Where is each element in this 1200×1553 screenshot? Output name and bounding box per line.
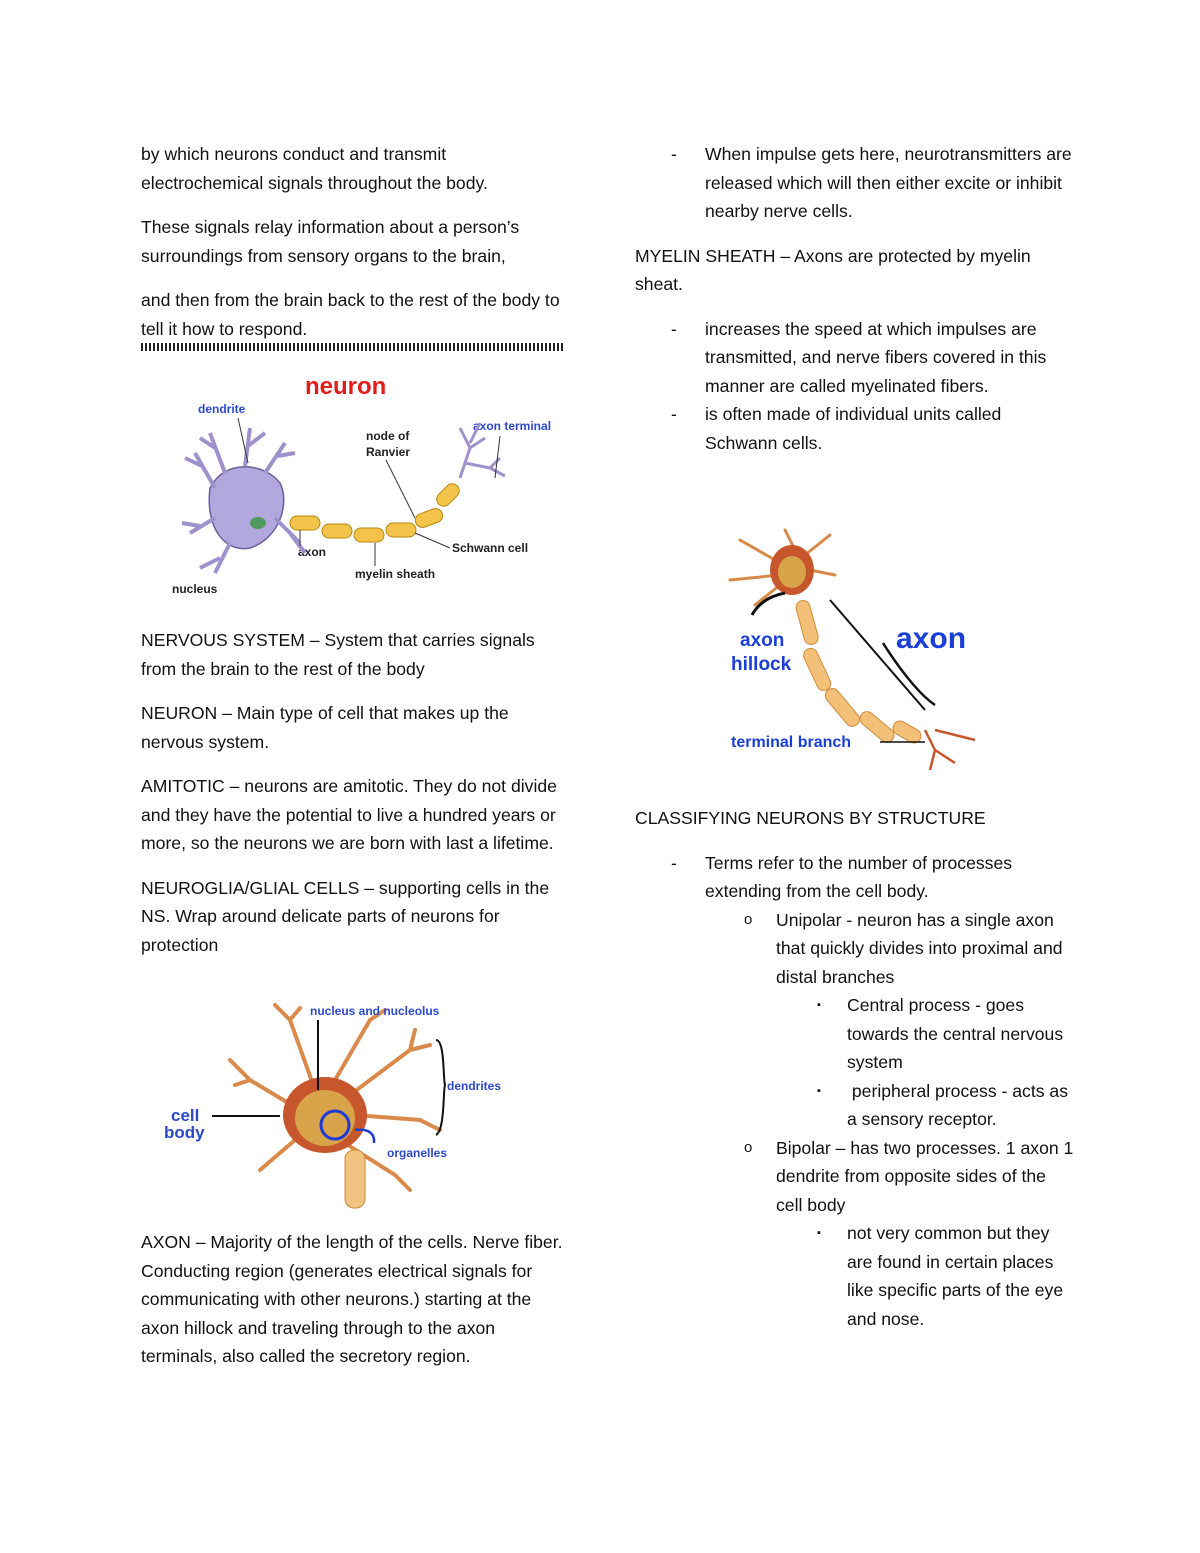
list-item-impulse: [671, 140, 1075, 226]
label-body: body: [164, 1123, 205, 1142]
label-hillock: hillock: [731, 654, 792, 675]
paragraph-signals-1: by which neurons conduct and transmit electrochemical signals throughout the body.: [141, 144, 488, 193]
axon-bracket-line: [830, 600, 925, 710]
label-cell: cell: [171, 1106, 200, 1125]
list-item-central-process: [817, 991, 1075, 1077]
def-nervous-system: NERVOUS SYSTEM – System that carries signals from the brain to the rest of the body: [141, 630, 535, 679]
neuron-title: neuron: [305, 373, 387, 400]
square-bullet-icon: ▪: [817, 1227, 821, 1239]
paragraph-signals-3: and then from the brain back to the rest of the body to tell it how to respond.: [141, 290, 560, 339]
label-nucleus: nucleus: [172, 582, 218, 596]
label-terminal-branch: terminal branch: [731, 734, 852, 751]
peripheral-process-text: peripheral process - acts as a sensory receptor.: [847, 1080, 1073, 1129]
square-bullet-icon: ▪: [817, 1084, 821, 1097]
label-axon-terminal: axon terminal: [473, 419, 552, 433]
list-item-myelin-speed: [671, 315, 1075, 401]
heading-classifying: CLASSIFYING NEURONS BY STRUCTURE: [635, 808, 986, 828]
label-axon: axon: [298, 545, 327, 559]
label-dendrite: dendrite: [198, 402, 246, 416]
label-dendrites: dendrites: [447, 1079, 502, 1093]
def-neuroglia: NEUROGLIA/GLIAL CELLS – supporting cells in the NS. Wrap around delicate parts of neurons for protection: [141, 877, 550, 955]
square-bullet-icon: ▪: [817, 999, 821, 1011]
unipolar-text: Unipolar - neuron has a single axon that quickly divides into proximal and distal branches: [776, 909, 1063, 987]
label-ranvier: Ranvier: [366, 445, 411, 459]
list-item-bipolar: [744, 1134, 1075, 1220]
bipolar-note-text: not very common but they are found in certain places like specific parts of the eye and nose.: [847, 1223, 1064, 1329]
dotted-divider: [141, 343, 565, 351]
bipolar-text: Bipolar – has two processes. 1 axon 1 dendrite from opposite sides of the cell body: [776, 1137, 1074, 1215]
def-axon: AXON – Majority of the length of the cells. Nerve fiber. Conducting region (generates electrical signals for communicating with other neurons.) starting at the axon hillock and traveling through to the axon terminals, also called the secretory region.: [141, 1232, 563, 1366]
central-process-text: Central process - goes towards the central nervous system: [847, 995, 1064, 1072]
dash-marker: -: [671, 404, 677, 424]
list-item-bipolar-note: [817, 1219, 1075, 1333]
impulse-text: When impulse gets here, neurotransmitters are released which will then either excite or inhibit nearby nerve cells.: [705, 144, 1072, 221]
def-myelin-sheath: MYELIN SHEATH – Axons are protected by myelin sheat.: [635, 245, 1031, 294]
right-column: [635, 140, 1075, 457]
dash-marker: -: [671, 144, 677, 164]
list-item-terms: [671, 849, 1075, 906]
left-axon-def: [141, 1228, 571, 1387]
dash-marker: -: [671, 852, 677, 873]
myelin-segments: [290, 481, 462, 542]
list-item-unipolar: [744, 906, 1075, 992]
myelin-speed-text: increases the speed at which impulses are transmitted, and nerve fibers covered in this manner are called myelinated fibers.: [705, 318, 1047, 396]
def-neuron: NEURON – Main type of cell that makes up the nervous system.: [141, 703, 509, 752]
def-amitotic: AMITOTIC – neurons are amitotic. They do not divide and they have the potential to live a hundred years or more, so the neurons we are born with last a lifetime.: [141, 776, 557, 853]
list-item-peripheral-process: [817, 1077, 1075, 1134]
left-column: [141, 140, 571, 371]
cell-body-diagram: [160, 1000, 520, 1210]
axon-diagram: [720, 525, 1000, 785]
paragraph-signals-2: These signals relay information about a person’s surroundings from sensory organs to the brain,: [141, 217, 520, 266]
label-axon-small: axon: [740, 630, 785, 651]
dash-marker: -: [671, 318, 677, 339]
fig3-terminal-branches: [925, 730, 975, 770]
label-myelin-sheath: myelin sheath: [355, 567, 436, 581]
neuron-cell-body-shape: [182, 428, 305, 573]
circle-marker: o: [744, 1138, 753, 1156]
label-node-of: node of: [366, 429, 410, 443]
left-definitions: [141, 626, 571, 975]
schwann-text: is often made of individual units called Schwann cells.: [705, 404, 1002, 453]
label-organelles: organelles: [387, 1146, 448, 1160]
circle-marker: o: [744, 910, 753, 928]
axon-shape: [345, 1150, 365, 1208]
nucleus-shape: [250, 517, 266, 529]
label-nucleus-nucleolus: nucleus and nucleolus: [310, 1004, 440, 1018]
label-schwann-cell: Schwann cell: [452, 541, 529, 555]
label-axon-big: axon: [896, 622, 967, 655]
right-classifying: [635, 804, 1075, 1333]
terms-text: Terms refer to the number of processes extending from the cell body.: [705, 852, 1013, 901]
neuron-diagram: [170, 368, 570, 603]
list-item-schwann: [671, 400, 1075, 457]
